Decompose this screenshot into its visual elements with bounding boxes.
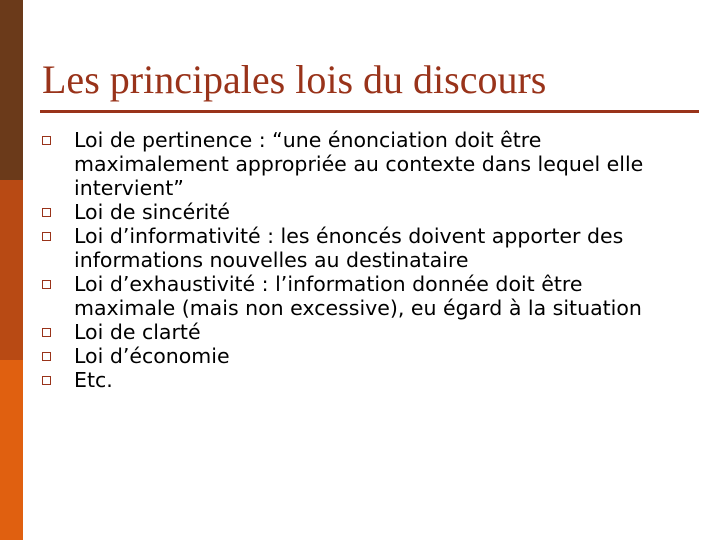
list-item [42,344,682,368]
list-item-text: Loi d’exhaustivité : l’information donnée doit être maximale (mais non excessive), eu égard à la situation [74,272,642,320]
list-item [42,224,682,272]
square-bullet-icon [42,136,51,145]
side-bar-bottom [0,360,23,540]
list-item [42,200,682,224]
square-bullet-icon [42,280,51,289]
bullet-list [42,128,682,392]
square-bullet-icon [42,352,51,361]
square-bullet-icon [42,376,51,385]
side-bar-middle [0,180,23,360]
side-bar-top [0,0,23,180]
square-bullet-icon [42,208,51,217]
list-item-text: Loi de pertinence : “une énonciation doit être maximalement appropriée au contexte dans lequel elle intervient” [74,128,644,200]
list-item [42,272,682,320]
list-item-text: Loi de clarté [74,320,201,344]
list-item-text: Loi d’économie [74,344,230,368]
list-item-text: Loi d’informativité : les énoncés doivent apporter des informations nouvelles au destinataire [74,224,624,272]
list-item-text: Etc. [74,368,113,392]
list-item [42,320,682,344]
list-item [42,368,682,392]
list-item-text: Loi de sincérité [74,200,230,224]
slide-title: Les principales lois du discours [42,57,547,102]
list-item [42,128,682,200]
square-bullet-icon [42,328,51,337]
square-bullet-icon [42,232,51,241]
title-underline [40,110,699,113]
